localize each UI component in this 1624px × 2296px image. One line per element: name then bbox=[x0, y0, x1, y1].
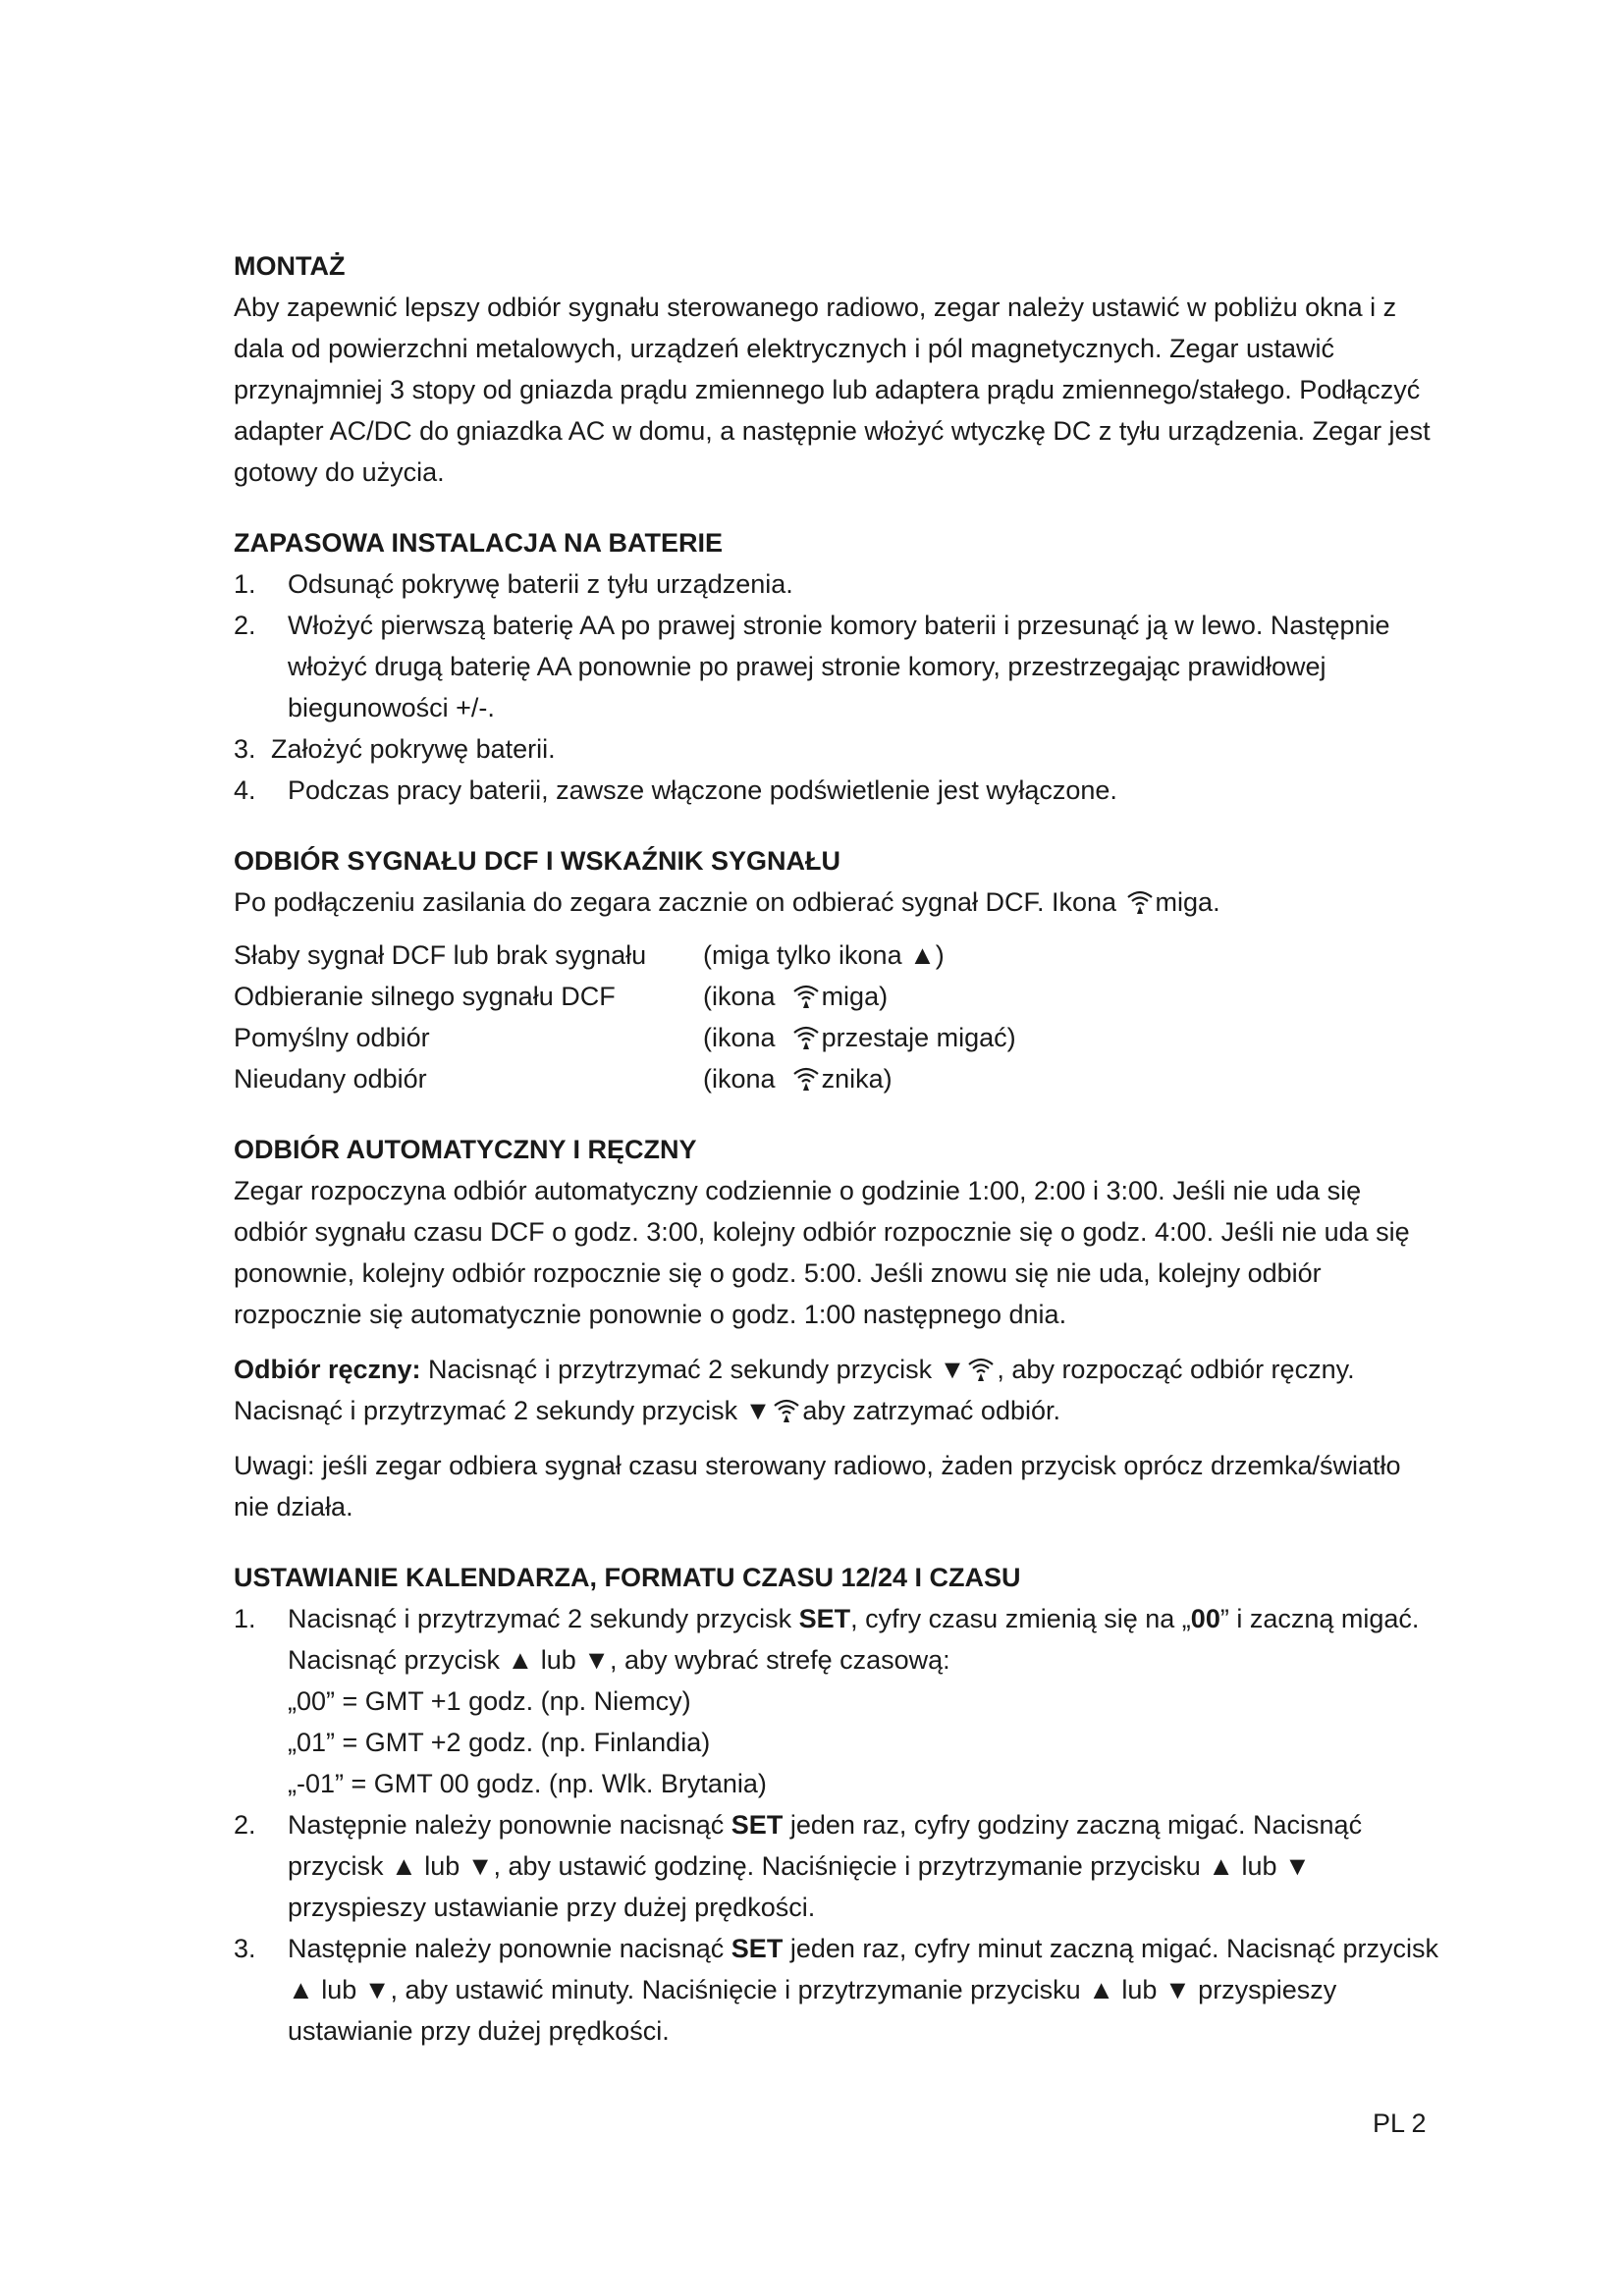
timezone-option: „01” = GMT +2 godz. (np. Finlandia) bbox=[288, 1728, 711, 1757]
heading-kalendarz: USTAWIANIE KALENDARZA, FORMATU CZASU 12/24 I CZASU bbox=[234, 1563, 1021, 1592]
table-row: Pomyślny odbiór (ikona przestaje migać) bbox=[234, 1023, 1016, 1052]
dcf-intro: Po podłączeniu zasilania do zegara zacznie on odbierać sygnał DCF. Ikona miga. bbox=[234, 887, 1220, 917]
signal-icon bbox=[772, 1395, 801, 1424]
signal-success-icon bbox=[791, 1022, 821, 1051]
kalendarz-list bbox=[234, 1598, 1441, 2052]
odbior-text: Zegar rozpoczyna odbiór automatyczny codziennie o godzinie 1:00, 2:00 i 3:00. Jeśli nie uda się odbiór sygnału czasu DCF o godz. 3:00, kolejny odbiór rozpocznie się o godz. 4:00. Jeśli nie uda się ponownie, kolejny odbiór rozpocznie się o godz. 5:00. Jeśli znowu się nie uda, kolejny odbiór rozpocznie się automatycznie ponownie o godz. 1:00 następnego dnia. bbox=[234, 1176, 1410, 1329]
timezone-option: „00” = GMT +1 godz. (np. Niemcy) bbox=[288, 1686, 691, 1716]
section-dcf bbox=[234, 840, 1441, 1099]
list-item: 2. Włożyć pierwszą baterię AA po prawej stronie komory baterii i przesunąć ją w lewo. Następnie włożyć drugą baterię AA ponownie po prawej stronie komory, przestrzegając prawidłowej biegunowości +/-. bbox=[234, 611, 1390, 722]
page-number: PL 2 bbox=[1373, 2109, 1427, 2138]
section-montaz bbox=[234, 245, 1441, 493]
section-odbior bbox=[234, 1129, 1441, 1527]
section-kalendarz bbox=[234, 1557, 1441, 2052]
signal-table bbox=[234, 934, 1441, 1099]
heading-odbior: ODBIÓR AUTOMATYCZNY I RĘCZNY bbox=[234, 1135, 697, 1164]
timezone-option: „-01” = GMT 00 godz. (np. Wlk. Brytania) bbox=[288, 1769, 767, 1798]
signal-fail-icon bbox=[791, 1063, 821, 1093]
signal-icon bbox=[1125, 886, 1155, 916]
table-row: Nieudany odbiór (ikona znika) bbox=[234, 1064, 893, 1094]
table-row: Słaby sygnał DCF lub brak sygnału (miga tylko ikona ▲) bbox=[234, 940, 945, 970]
section-baterie bbox=[234, 522, 1441, 811]
list-item: 3. Założyć pokrywę baterii. bbox=[234, 734, 556, 764]
heading-dcf: ODBIÓR SYGNAŁU DCF I WSKAŹNIK SYGNAŁU bbox=[234, 846, 840, 876]
heading-baterie: ZAPASOWA INSTALACJA NA BATERIE bbox=[234, 528, 723, 558]
list-item: 3. Następnie należy ponownie nacisnąć SET jeden raz, cyfry minut zaczną migać. Nacisnąć przycisk ▲ lub ▼, aby ustawić minuty. Naciśnięcie i przytrzymanie przycisku ▲ lub ▼ przyspieszy ustawianie przy dużej prędkości. bbox=[234, 1934, 1439, 2046]
document-page bbox=[234, 245, 1441, 2081]
montaz-text: Aby zapewnić lepszy odbiór sygnału sterowanego radiowo, zegar należy ustawić w pobliżu okna i z dala od powierzchni metalowych, urządzeń elektrycznych i pól magnetycznych. Zegar ustawić przynajmniej 3 stopy od gniazda prądu zmiennego lub adaptera prądu zmiennego/stałego. Podłączyć adapter AC/DC do gniazdka AC w domu, a następnie włożyć wtyczkę DC z tyłu urządzenia. Zegar jest gotowy do użycia. bbox=[234, 293, 1431, 487]
manual-reception: Odbiór ręczny: Nacisnąć i przytrzymać 2 sekundy przycisk ▼ , aby rozpocząć odbiór ręczny. Nacisnąć i przytrzymać 2 sekundy przycisk ▼ aby zatrzymać odbiór. bbox=[234, 1355, 1355, 1425]
list-item: 1. Odsunąć pokrywę baterii z tyłu urządzenia. bbox=[234, 569, 793, 599]
list-item: 4. Podczas pracy baterii, zawsze włączone podświetlenie jest wyłączone. bbox=[234, 775, 1117, 805]
list-item: 2. Następnie należy ponownie nacisnąć SET jeden raz, cyfry godziny zaczną migać. Nacisnąć przycisk ▲ lub ▼, aby ustawić godzinę. Naciśnięcie i przytrzymanie przycisku ▲ lub ▼ przyspieszy ustawianie przy dużej prędkości. bbox=[234, 1810, 1363, 1922]
signal-strong-icon bbox=[791, 981, 821, 1010]
signal-icon bbox=[966, 1354, 996, 1383]
odbior-note: Uwagi: jeśli zegar odbiera sygnał czasu sterowany radiowo, żaden przycisk oprócz drzemka/światło nie działa. bbox=[234, 1451, 1401, 1522]
heading-montaz: MONTAŻ bbox=[234, 251, 346, 281]
table-row: Odbieranie silnego sygnału DCF (ikona miga) bbox=[234, 982, 889, 1011]
baterie-list bbox=[234, 563, 1441, 811]
list-item: 1. Nacisnąć i przytrzymać 2 sekundy przycisk SET, cyfry czasu zmienią się na „00” i zaczną migać. Nacisnąć przycisk ▲ lub ▼, aby wybrać strefę czasową: „00” = GMT +1 godz. (np. Niemcy) „01” = GMT +2 godz. (np. Finlandia) „-01” = GMT 00 godz. (np. Wlk. Brytania) bbox=[234, 1598, 1441, 1804]
